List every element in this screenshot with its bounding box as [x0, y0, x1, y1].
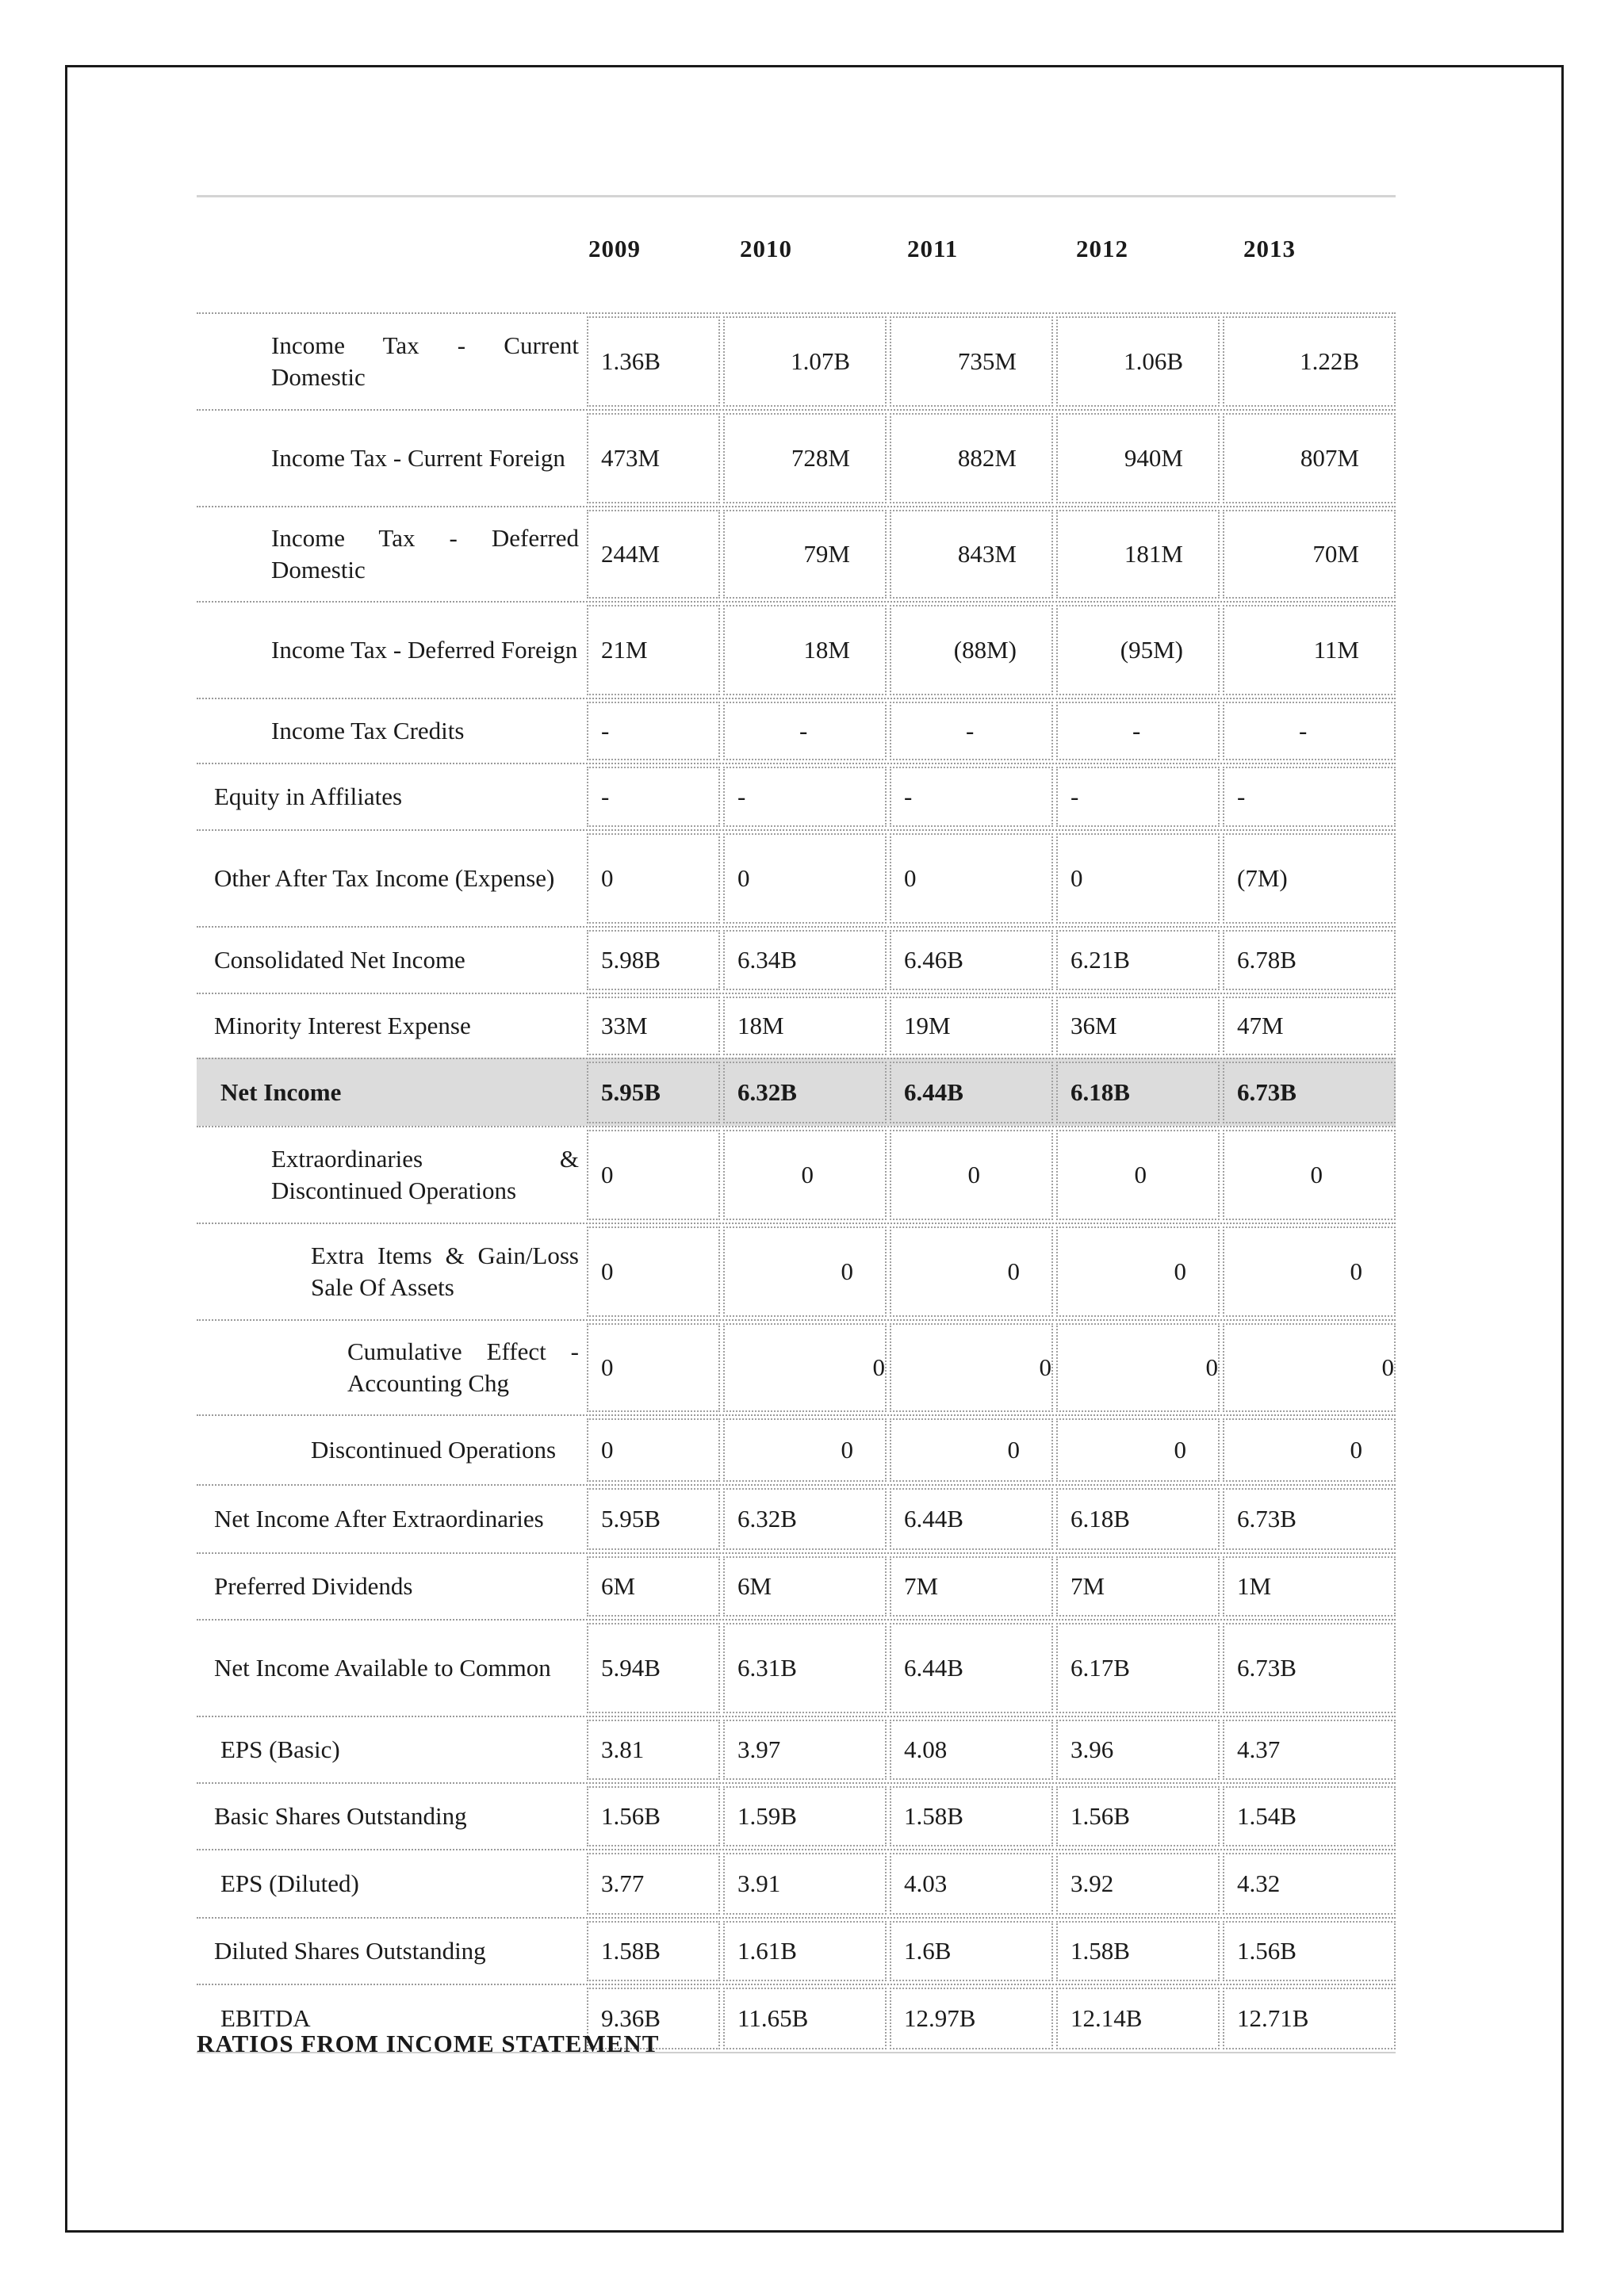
value-cell: 0: [1056, 1130, 1220, 1220]
value-cell: 0: [587, 1226, 720, 1317]
value-cell: 3.97: [723, 1720, 887, 1780]
value-cell: 0: [890, 1418, 1053, 1482]
value-cell: 0: [1223, 1418, 1396, 1482]
value-cell: -: [587, 767, 720, 827]
table-row: [197, 1126, 1396, 1223]
value-cell: 4.37: [1223, 1720, 1396, 1780]
value-cell: 1.56B: [587, 1786, 720, 1846]
value-cell: 6M: [587, 1556, 720, 1617]
value-cell: 940M: [1056, 413, 1220, 503]
row-label: EPS (Basic): [220, 1735, 340, 1763]
row-label: Minority Interest Expense: [214, 1012, 471, 1039]
value-cell: 0: [890, 1226, 1053, 1317]
value-cell: 6.44B: [890, 1062, 1053, 1123]
value-cell: 6.32B: [723, 1488, 887, 1550]
value-cell: 3.81: [587, 1720, 720, 1780]
value-cell: 1.22B: [1223, 316, 1396, 407]
value-cell: 5.95B: [587, 1488, 720, 1550]
value-cell: 1.06B: [1056, 316, 1220, 407]
table-top-rule: [197, 195, 1396, 197]
value-cell: 0: [1223, 1323, 1396, 1412]
value-cell: 0: [1223, 1226, 1396, 1317]
table-row: [197, 1414, 1396, 1484]
value-cell: 0: [890, 1130, 1053, 1220]
value-cell: 11.65B: [723, 1988, 887, 2049]
table-row: [197, 1223, 1396, 1319]
value-cell: 6.78B: [1223, 930, 1396, 990]
value-cell: 0: [723, 1418, 887, 1482]
value-cell: 1.58B: [1056, 1921, 1220, 1981]
value-cell: 3.96: [1056, 1720, 1220, 1780]
value-cell: 6.73B: [1223, 1062, 1396, 1123]
value-cell: 1.58B: [587, 1921, 720, 1981]
value-cell: 6.73B: [1223, 1488, 1396, 1550]
value-cell: 6.17B: [1056, 1623, 1220, 1713]
table-row: [197, 993, 1396, 1058]
value-cell: -: [587, 702, 720, 760]
row-label: Net Income After Extraordinaries: [214, 1505, 544, 1533]
value-cell: 11M: [1223, 605, 1396, 695]
table-row: [197, 1849, 1396, 1917]
value-cell: 843M: [890, 510, 1053, 599]
table-row: [197, 1484, 1396, 1552]
value-cell: -: [1056, 767, 1220, 827]
row-label: Income Tax - Current Domestic: [271, 331, 579, 391]
value-cell: 1.58B: [890, 1786, 1053, 1846]
value-cell: 9.36B: [587, 1988, 720, 2049]
value-cell: (7M): [1223, 833, 1396, 924]
table-row: [197, 1319, 1396, 1414]
table-row: [197, 1782, 1396, 1849]
value-cell: 0: [1056, 1226, 1220, 1317]
value-cell: 1.6B: [890, 1921, 1053, 1981]
value-cell: 47M: [1223, 997, 1396, 1055]
value-cell: -: [890, 702, 1053, 760]
value-cell: 0: [723, 1130, 887, 1220]
value-cell: 0: [1056, 1418, 1220, 1482]
value-cell: 12.71B: [1223, 1988, 1396, 2049]
table-row: [197, 926, 1396, 993]
value-cell: 0: [890, 1323, 1053, 1412]
value-cell: 6.34B: [723, 930, 887, 990]
value-cell: 1M: [1223, 1556, 1396, 1617]
table-row: [197, 1716, 1396, 1782]
value-cell: 6.18B: [1056, 1488, 1220, 1550]
value-cell: 0: [723, 833, 887, 924]
value-cell: 12.14B: [1056, 1988, 1220, 2049]
row-label: Basic Shares Outstanding: [214, 1802, 467, 1830]
table-row: [197, 409, 1396, 506]
value-cell: 6.31B: [723, 1623, 887, 1713]
table-row-net-income: [197, 1058, 1396, 1126]
value-cell: -: [723, 702, 887, 760]
value-cell: 882M: [890, 413, 1053, 503]
value-cell: 6M: [723, 1556, 887, 1617]
row-label: Income Tax Credits: [271, 717, 465, 744]
value-cell: 0: [1056, 1323, 1220, 1412]
row-label: Extraordinaries & Discontinued Operations: [271, 1145, 579, 1204]
value-cell: 18M: [723, 605, 887, 695]
year-header: 2013: [1243, 235, 1296, 262]
value-cell: 0: [587, 1130, 720, 1220]
value-cell: 6.73B: [1223, 1623, 1396, 1713]
year-header: 2012: [1076, 235, 1128, 262]
table-row: [197, 763, 1396, 829]
row-label: Income Tax - Deferred Domestic: [271, 524, 579, 584]
value-cell: 21M: [587, 605, 720, 695]
value-cell: 79M: [723, 510, 887, 599]
value-cell: 3.91: [723, 1853, 887, 1915]
table-row: [197, 698, 1396, 763]
table-row: [197, 1917, 1396, 1984]
value-cell: 0: [723, 1226, 887, 1317]
table-row: [197, 1619, 1396, 1716]
value-cell: 3.77: [587, 1853, 720, 1915]
value-cell: 6.46B: [890, 930, 1053, 990]
row-label: Cumulative Effect - Accounting Chg: [347, 1337, 579, 1397]
year-header-row: [0, 235, 1624, 274]
value-cell: -: [890, 767, 1053, 827]
value-cell: 4.32: [1223, 1853, 1396, 1915]
value-cell: 36M: [1056, 997, 1220, 1055]
value-cell: 33M: [587, 997, 720, 1055]
value-cell: 0: [1223, 1130, 1396, 1220]
value-cell: 7M: [1056, 1556, 1220, 1617]
value-cell: 1.56B: [1056, 1786, 1220, 1846]
value-cell: 1.61B: [723, 1921, 887, 1981]
table-row: [197, 829, 1396, 926]
value-cell: 0: [587, 1323, 720, 1412]
value-cell: -: [1223, 702, 1396, 760]
value-cell: 5.98B: [587, 930, 720, 990]
value-cell: -: [723, 767, 887, 827]
row-label: Discontinued Operations: [311, 1436, 557, 1464]
value-cell: 1.54B: [1223, 1786, 1396, 1846]
value-cell: (95M): [1056, 605, 1220, 695]
value-cell: 0: [890, 833, 1053, 924]
year-header: 2009: [588, 235, 641, 262]
value-cell: 0: [1056, 833, 1220, 924]
table-row: [197, 506, 1396, 601]
row-label: Other After Tax Income (Expense): [214, 864, 555, 892]
table-row: [197, 601, 1396, 698]
value-cell: 3.92: [1056, 1853, 1220, 1915]
year-header: 2010: [740, 235, 792, 262]
value-cell: 19M: [890, 997, 1053, 1055]
table-row: [197, 312, 1396, 409]
value-cell: 12.97B: [890, 1988, 1053, 2049]
table-row: [197, 1552, 1396, 1619]
value-cell: 1.36B: [587, 316, 720, 407]
value-cell: 1.56B: [1223, 1921, 1396, 1981]
row-label: Net Income: [220, 1078, 342, 1106]
row-label: Income Tax - Deferred Foreign: [271, 636, 578, 664]
value-cell: 807M: [1223, 413, 1396, 503]
row-label: Diluted Shares Outstanding: [214, 1937, 486, 1965]
value-cell: -: [1223, 767, 1396, 827]
row-label: EPS (Diluted): [220, 1869, 359, 1897]
value-cell: 0: [587, 1418, 720, 1482]
row-label: Preferred Dividends: [214, 1572, 413, 1600]
value-cell: 6.21B: [1056, 930, 1220, 990]
value-cell: (88M): [890, 605, 1053, 695]
value-cell: 6.44B: [890, 1488, 1053, 1550]
year-header: 2011: [907, 235, 959, 262]
value-cell: 6.44B: [890, 1623, 1053, 1713]
value-cell: 728M: [723, 413, 887, 503]
row-label: Consolidated Net Income: [214, 946, 465, 974]
value-cell: 1.07B: [723, 316, 887, 407]
value-cell: 0: [723, 1323, 887, 1412]
value-cell: 0: [587, 833, 720, 924]
value-cell: 473M: [587, 413, 720, 503]
value-cell: -: [1056, 702, 1220, 760]
row-label: Equity in Affiliates: [214, 783, 403, 810]
row-label: Net Income Available to Common: [214, 1654, 551, 1682]
value-cell: 7M: [890, 1556, 1053, 1617]
value-cell: 181M: [1056, 510, 1220, 599]
row-label: EBITDA: [220, 2004, 311, 2032]
value-cell: 735M: [890, 316, 1053, 407]
value-cell: 1.59B: [723, 1786, 887, 1846]
value-cell: 18M: [723, 997, 887, 1055]
value-cell: 70M: [1223, 510, 1396, 599]
value-cell: 4.03: [890, 1853, 1053, 1915]
value-cell: 6.32B: [723, 1062, 887, 1123]
value-cell: 244M: [587, 510, 720, 599]
row-label: Extra Items & Gain/Loss Sale Of Assets: [311, 1242, 579, 1301]
row-label: Income Tax - Current Foreign: [271, 444, 565, 472]
value-cell: 4.08: [890, 1720, 1053, 1780]
section-heading-ratios: RATIOS FROM INCOME STATEMENT: [197, 2030, 660, 2057]
value-cell: 6.18B: [1056, 1062, 1220, 1123]
value-cell: 5.95B: [587, 1062, 720, 1123]
value-cell: 5.94B: [587, 1623, 720, 1713]
